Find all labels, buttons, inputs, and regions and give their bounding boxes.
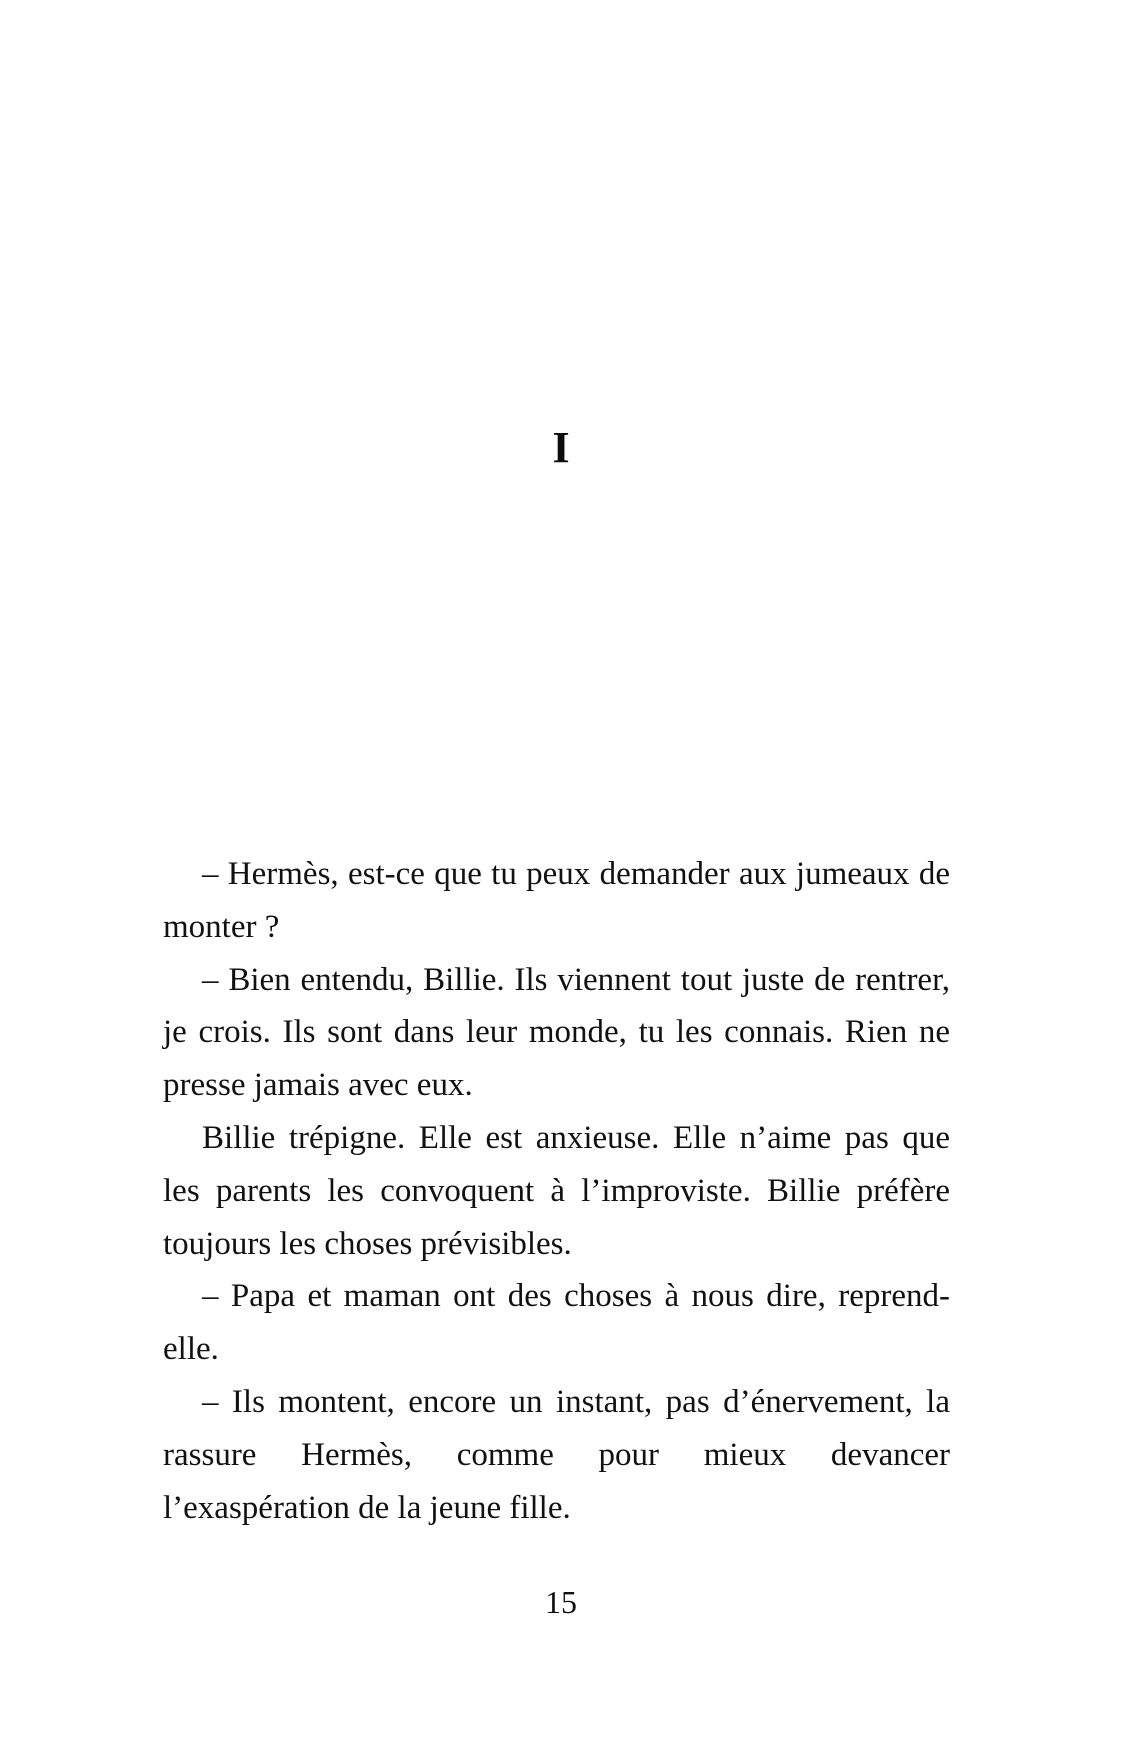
paragraph-dialogue-3: – Papa et maman ont des choses à nous dire, reprend-elle.: [163, 1278, 950, 1368]
paragraph-dialogue-4: – Ils montent, encore un instant, pas d’énervement, la rassure Hermès, comme pour mieux devancer l’exaspération de la jeune fille.: [163, 1383, 950, 1526]
chapter-numeral: I: [552, 423, 570, 472]
chapter-body-text: [163, 848, 950, 1534]
page-number: 15: [545, 1584, 577, 1620]
paragraph-narration: Billie trépigne. Elle est anxieuse. Elle n’aime pas que les parents les convoquent à l’improviste. Billie préfère toujours les choses prévisibles.: [163, 1119, 950, 1262]
paragraph-dialogue-1: – Hermès, est-ce que tu peux demander aux jumeaux de monter ?: [163, 856, 950, 945]
paragraph-dialogue-2: – Bien entendu, Billie. Ils viennent tout juste de rentrer, je crois. Ils sont dans leur monde, tu les connais. Rien ne presse jamais avec eux.: [163, 961, 950, 1104]
